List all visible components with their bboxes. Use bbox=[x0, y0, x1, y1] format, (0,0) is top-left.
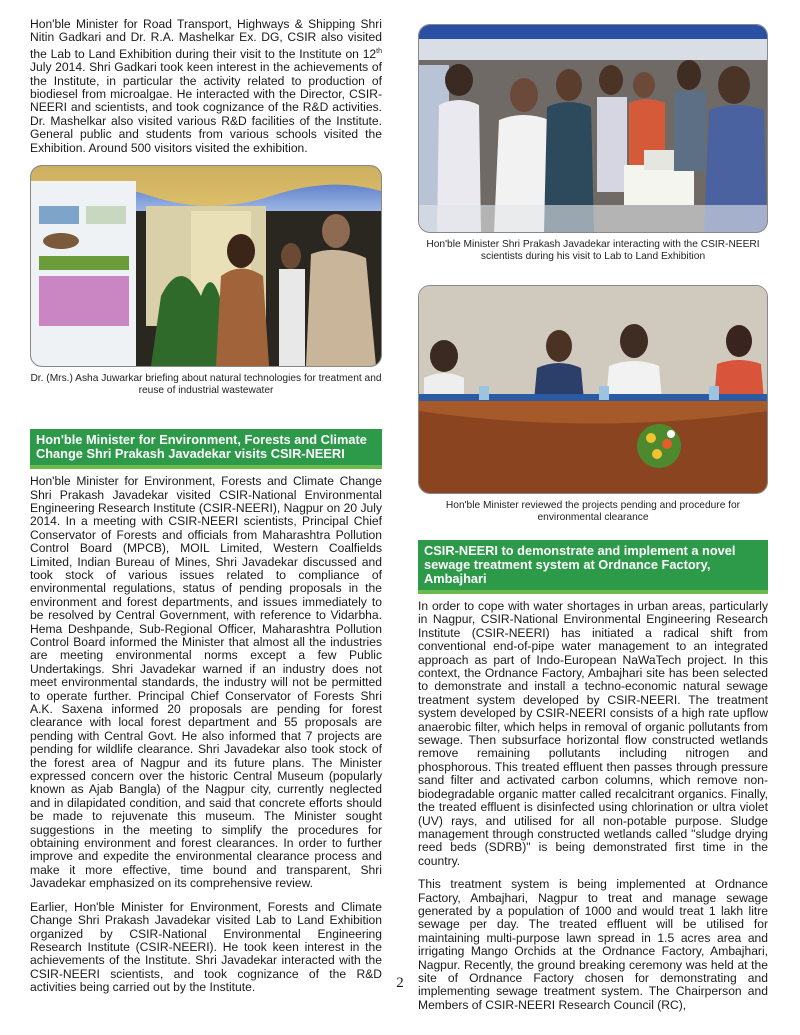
photo-minister-exhibition-caption: Hon'ble Minister Shri Prakash Javadekar interacting with the CSIR-NEERI scientists during his visit to Lab to Land Exhibition bbox=[426, 239, 760, 262]
intro-paragraph bbox=[30, 18, 382, 155]
ordnance-factory-paragraph: This treatment system is being implemented at Ordnance Factory, Ambajhari, Nagpur to treat and manage sewage generated by a population of 1000 and would treat 1 lakh litre sewage per day. The treated effluent will be utilised for maintaining multi-purpose lawn spread in 1.5 acres area and irrigating Mango Orchids at the Ordnance Factory, Ambajhari, Nagpur. Recently, the ground breaking ceremony was held at the site of Ordnance Factory chosen for demonstrating and implementing sewage treatment system. The Chairperson and Members of CSIR-NEERI Research Council (RC), bbox=[418, 877, 768, 1012]
right-column bbox=[418, 18, 768, 1022]
minister-exhibition-image bbox=[419, 25, 767, 232]
sewage-treatment-heading: CSIR-NEERI to demonstrate and implement a novel sewage treatment system at Ordnance Factory, Ambajhari bbox=[418, 540, 768, 594]
page-number: 2 bbox=[396, 975, 404, 991]
intro-superscript: th bbox=[376, 47, 382, 55]
javadekar-visit-paragraph: Hon'ble Minister for Environment, Forests and Climate Change Shri Prakash Javadekar visited CSIR-National Environmental Engineering Research Institute (CSIR-NEERI), Nagpur on 20 July 2014. In a meeting with CSIR-NEERI scientists, Principal Chief Conservator of Forests and officials from Maharashtra Pollution Control Board (MPCB), MOIL Limited, Western Coalfields Limited, Indian Bureau of Mines, Shri Javadekar discussed and took stock of various issues related to compliance of environmental regulations, status of pending proposals in the environment and forest departments, and issues immediately to be resolved by Central Government, with reference to Vidarbha. Hema Deshpande, Sub-Regional Officer, Maharashtra Pollution Control Board informed the Minister that almost all the industries are meeting environmental norms except a few Public Undertakings. Shri Javadekar warned if an industry does not meet environmental standards, the industry will not be permitted to operate further. Principal Chief Conservator of Forests Shri A.K. Saxena informed 20 proposals are pending for forest clearance with local forest department and 55 proposals are pending with Central Govt. He also informed that 7 projects are pending for wildlife clearance. Shri Javadekar also took stock of the forest area of Nagpur and its future plans. The Minister expressed concern over the historic Central Museum (popularly known as Ajab Bangla) of the Nagpur city, currently neglected and in dilapidated condition, and said that concrete efforts should be made to rejuvenate this museum. The Minister sought suggestions in the meeting to simplify the procedures for obtaining environment and forest clearances. In order to further improve and expedite the environmental clearance process and make it more effective, time bound and transparent, Shri Javadekar emphasized on its comprehensive review. bbox=[30, 474, 382, 891]
photo-exhibition-caption: Dr. (Mrs.) Asha Juwarkar briefing about natural technologies for treatment and reuse of industrial wastewater bbox=[30, 373, 382, 397]
photo-review-meeting bbox=[418, 285, 768, 494]
photo-minister-exhibition bbox=[418, 24, 768, 233]
sewage-treatment-paragraph: In order to cope with water shortages in urban areas, particularly in Nagpur, CSIR-National Environmental Engineering Research Institute (CSIR-NEERI) has initiated a radical shift from conventional end-of-pipe water management to an integrated approach as part of Indo-European NaWaTech project. In this context, the Ordnance Factory, Ambajhari site has been selected to demonstrate and install a techno-economic natural sewage treatment system developed by CSIR-NEERI. The treatment system developed by CSIR-NEERI consists of a high rate upflow anaerobic filter, which helps in removal of organic pollutants from sewage. Then subsurface horizontal flow constructed wetlands remove remaining pollutants including nitrogen and phosphorous. This treated effluent then passes through pressure sand filter and activated carbon columns, which remove non-biodegradable organic matter called recalcitrant organics. Finally, the treated effluent is disinfected using chlorination or ultra violet (UV) rays, and utilised for all non-potable purpose. Sludge management through constructed wetlands called "sludge drying reed beds (SDRB)" is being demonstrated first time in the country. bbox=[418, 599, 768, 868]
intro-text-b: July 2014. Shri Gadkari took keen interest in the achievements of the Institute, in particular the activity related to production of biodiesel from microalgae. He interacted with the Director, CSIR-NEERI and scientists, and took cognizance of the R&D activities. Dr. Mashelkar also visited various R&D facilities of the Institute. General public and students from various schools visited the Exhibition. Around 500 visitors visited the exhibition. bbox=[30, 60, 382, 155]
javadekar-visit-heading: Hon'ble Minister for Environment, Forests and Climate Change Shri Prakash Javadekar visits CSIR-NEERI bbox=[30, 429, 382, 469]
intro-text-a: Hon'ble Minister for Road Transport, Highways & Shipping Shri Nitin Gadkari and Dr. R.A. Mashelkar Ex. DG, CSIR also visited the Lab to Land Exhibition during their visit to the Institute on 12 bbox=[30, 17, 382, 61]
photo-exhibition-briefing bbox=[30, 165, 382, 367]
left-column bbox=[30, 18, 382, 1005]
javadekar-exhibition-paragraph: Earlier, Hon'ble Minister for Environment, Forests and Climate Change Shri Prakash Javadekar visited Lab to Land Exhibition organized by CSIR-National Environmental Engineering Research Institute (CSIR-NEERI). He took keen interest in the achievements of the Institute. Shri Javadekar interacted with the CSIR-NEERI scientists, and took cognizance of the R&D activities being carried out by the Institute. bbox=[30, 899, 382, 995]
exhibition-briefing-image bbox=[31, 166, 381, 366]
review-meeting-image bbox=[419, 286, 767, 493]
photo-review-meeting-caption: Hon'ble Minister reviewed the projects pending and procedure for environmental clearance bbox=[445, 500, 741, 523]
